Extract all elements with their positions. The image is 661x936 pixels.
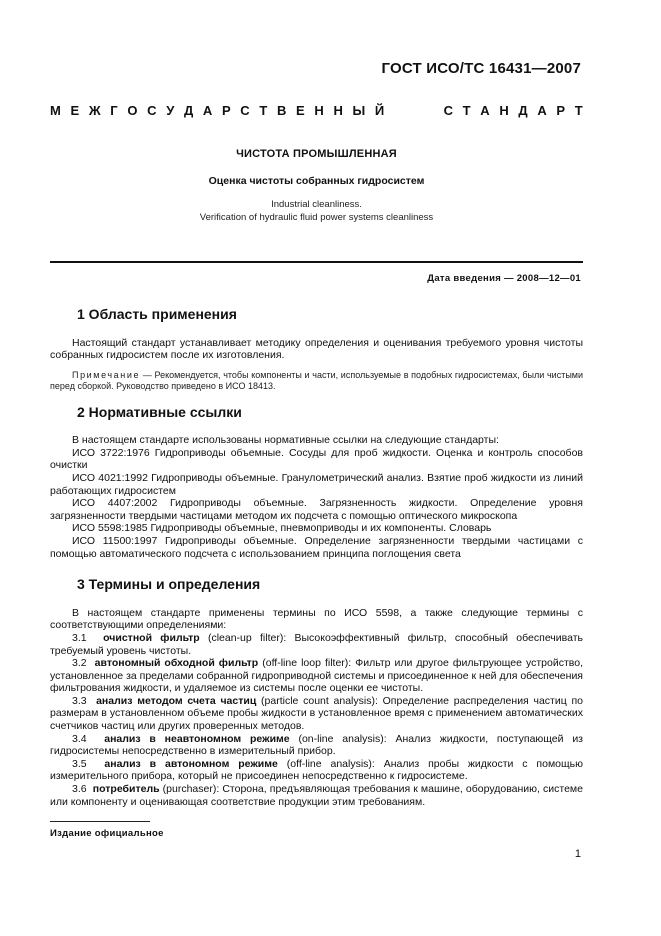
standard-word-letter: С	[443, 103, 453, 118]
term-name: автономный обходной фильтр	[94, 657, 259, 670]
title-english-line2: Verification of hydraulic fluid power systems cleanliness	[199, 212, 434, 223]
term-definition: Анализ пробы жидкости с помощью измерительного прибора, который не присоединен непосредственно к гидросистеме.	[50, 757, 583, 783]
term-name: очистной фильтр	[103, 631, 200, 644]
term-english: (particle count analysis):	[256, 694, 378, 707]
document-code: ГОСТ ИСО/ТС 16431—2007	[381, 60, 581, 77]
interstate-word-letter: Й	[374, 103, 385, 118]
interstate-word-letter: Р	[221, 103, 231, 118]
interstate-word-letter: С	[147, 103, 157, 118]
header-rule	[50, 261, 583, 263]
section-1-paragraph: Настоящий стандарт устанавливает методику определения и оценивания требуемого уровня чистоты собранных гидросистем после их изготовления.	[50, 336, 583, 362]
document-body	[50, 308, 583, 808]
title-english	[50, 198, 583, 224]
term-item	[50, 695, 583, 733]
term-definition: Высокоэффективный фильтр, способный обеспечивать требуемый уровень чистоты.	[50, 631, 583, 657]
reference-item: ИСО 5598:1985 Гидроприводы объемные, пневмоприводы и их компоненты. Словарь	[72, 522, 492, 535]
term-english: (purchaser):	[159, 783, 220, 796]
term-definition: Сторона, предъявляющая требования к машине, оборудованию, системе или компоненту и оценивающая соответствие продукции этим требованиям.	[50, 783, 583, 808]
term-english: (off-line analysis):	[277, 757, 375, 770]
note-label: Примечание	[72, 369, 141, 380]
term-english: (on-line analysis):	[289, 732, 387, 745]
section-2-heading: 2 Нормативные ссылки	[77, 403, 242, 420]
term-definition: Анализ жидкости, поступающей из гидросистемы непосредственно в измерительный прибор.	[50, 732, 583, 758]
interstate-word-letter: У	[166, 103, 175, 118]
interstate-word-letter: Н	[314, 103, 324, 118]
term-name: анализ в неавтономном режиме	[104, 732, 290, 745]
term-number: 3.3	[72, 694, 87, 707]
section-1-heading: 1 Область применения	[77, 306, 237, 322]
standard-word-letter: А	[480, 103, 490, 118]
term-number: 3.5	[72, 757, 87, 770]
title-main: ЧИСТОТА ПРОМЫШЛЕННАЯ	[236, 148, 397, 160]
term-name: потребитель	[92, 783, 160, 796]
term-number: 3.4	[72, 732, 87, 745]
section-1-note	[50, 370, 583, 393]
interstate-word-letter: Т	[259, 103, 268, 118]
term-definition: Фильтр или другое фильтрующее устройство, установленное за пределами собранной гидроприводной системы и присоединенное к ней для обеспечения фильтрования жидкости, и удаляемое из системы после оценки ее чистоты.	[50, 657, 583, 695]
edition-label: Издание официальное	[50, 828, 164, 839]
interstate-word-letter: М	[50, 103, 61, 118]
term-english: (off-line loop filter):	[258, 657, 352, 670]
section-3-intro: В настоящем стандарте применены термины по ИСО 5598, а также следующие термины с соответствующими определениями:	[50, 606, 583, 632]
normative-references-list	[50, 447, 583, 560]
interstate-word-letter: Г	[110, 103, 118, 118]
title-block	[50, 148, 583, 224]
interstate-word-letter: О	[127, 103, 138, 118]
term-number: 3.2	[72, 657, 87, 670]
footer-rule	[50, 821, 150, 822]
term-item	[50, 758, 583, 783]
interstate-standard-banner	[50, 103, 583, 118]
interstate-word-letter: Н	[333, 103, 343, 118]
standard-word-letter: Н	[499, 103, 509, 118]
title-english-line1: Industrial cleanliness.	[271, 199, 362, 210]
term-number: 3.1	[72, 631, 87, 644]
standard-word-letter: Р	[556, 103, 566, 118]
standard-word-letter: Т	[574, 103, 583, 118]
note-text: — Рекомендуется, чтобы компоненты и части, используемые в подобных гидросистемах, были чистыми перед сборкой. Руководство приведено в ИСО 18413.	[50, 369, 583, 392]
reference-item: ИСО 11500:1997 Гидроприводы объемные. Определение загрязненности твердыми частицами с помощью автоматического подсчета с использованием принципа поглощения света	[50, 534, 583, 560]
reference-item: ИСО 3722:1976 Гидроприводы объемные. Сосуды для проб жидкости. Оценка и контроль способов очистки	[50, 446, 583, 472]
term-item	[50, 657, 583, 695]
terms-list	[50, 632, 583, 808]
term-english: (clean-up filter):	[199, 631, 287, 644]
interstate-word-letter: Е	[296, 103, 305, 118]
section-3-heading: 3 Термины и определения	[77, 576, 261, 593]
interstate-word-letter: Ж	[88, 103, 101, 118]
term-item	[50, 632, 583, 657]
standard-word-letter: Т	[462, 103, 471, 118]
interstate-word-letter: В	[276, 103, 287, 118]
standard-word-letter: Д	[518, 103, 528, 118]
interstate-word-letter: Д	[183, 103, 194, 118]
introduction-date: Дата введения — 2008—12—01	[427, 273, 581, 284]
banner-word-gap	[394, 103, 434, 118]
reference-item: ИСО 4021:1992 Гидроприводы объемные. Гранулометрический анализ. Взятие проб жидкости из линий работающих гидросистем	[50, 471, 583, 497]
interstate-word-letter: А	[202, 103, 213, 118]
section-2-intro: В настоящем стандарте использованы нормативные ссылки на следующие стандарты:	[72, 434, 499, 447]
term-name: анализ методом счета частиц	[96, 694, 257, 707]
term-number: 3.6	[72, 783, 87, 796]
term-item	[50, 733, 583, 758]
term-name: анализ в автономном режиме	[104, 757, 278, 770]
page-number: 1	[574, 848, 581, 860]
term-item	[50, 783, 583, 808]
interstate-word-letter: Е	[70, 103, 80, 118]
reference-item: ИСО 4407:2002 Гидроприводы объемные. Загрязненность жидкости. Определение уровня загрязненности твердыми частицами методом их подсчета с помощью оптического микроскопа	[50, 497, 583, 522]
interstate-word-letter: С	[240, 103, 250, 118]
title-subtitle: Оценка чистоты собранных гидросистем	[208, 175, 425, 187]
standard-word-letter: А	[537, 103, 547, 118]
interstate-word-letter: Ы	[352, 103, 366, 118]
term-definition: Определение распределения частиц по размерам в установленном объеме пробы жидкости в установленное время с применением автоматических счетчиков частиц или других проверенных методов.	[50, 694, 583, 733]
